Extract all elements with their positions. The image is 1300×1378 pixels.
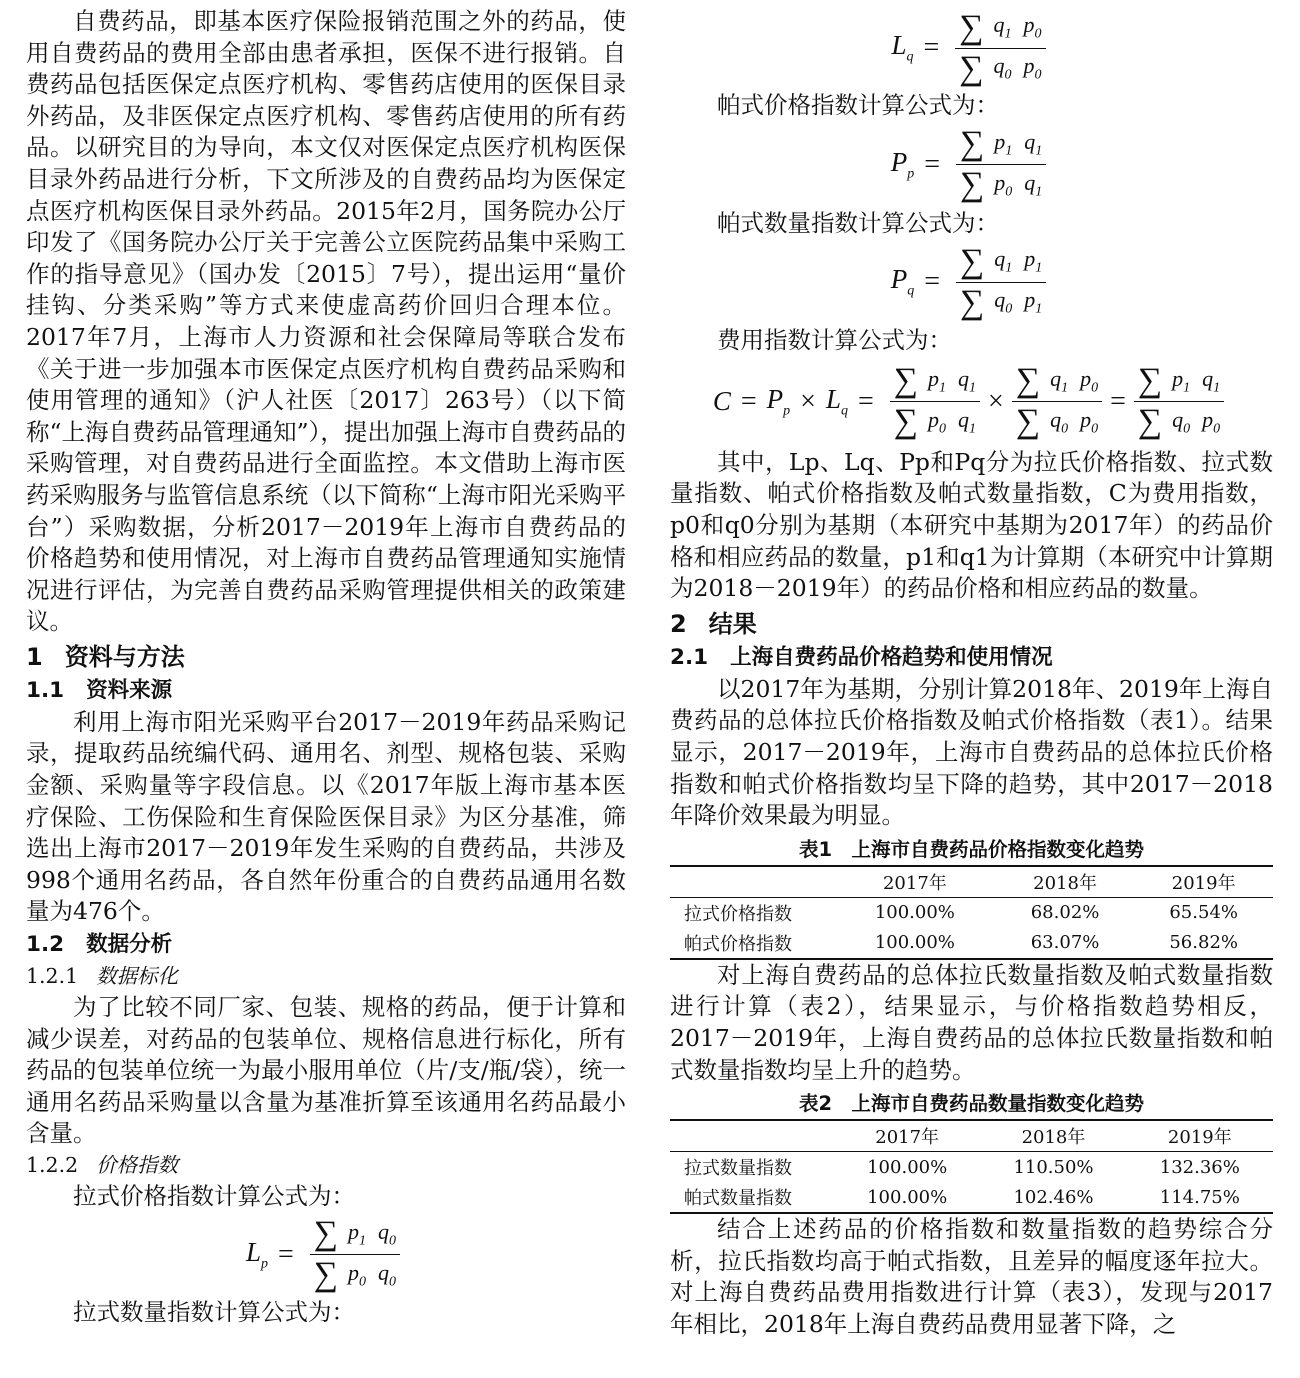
table-cell: 100.00% xyxy=(874,902,955,924)
section-1-2-2-heading xyxy=(26,1150,626,1181)
formula-pp xyxy=(670,122,1273,208)
table-cell: 68.02% xyxy=(1030,902,1100,924)
fraction-denominator: ∑ $q_0$ $p_1$ xyxy=(960,283,1043,321)
table-row xyxy=(670,928,1273,959)
row-label: 拉式价格指数 xyxy=(684,903,792,925)
fraction-denominator: ∑ $p_0$ $q_0$ xyxy=(313,1256,397,1294)
sec121-paragraph: 为了比较不同厂家、包装、规格的药品，便于计算和减少误差，对药品的包装单位、规格信息进行标化，所有药品的包装单位统一为最小服用单位（片/支/瓶/袋），统一通用名药品采购量以含量为基准折算至该通用名药品最小含量。 xyxy=(26,993,626,1148)
formula-fraction xyxy=(310,1214,400,1295)
formula-fraction xyxy=(956,124,1046,205)
table-header-row xyxy=(670,866,1273,898)
times-sign: × xyxy=(800,385,816,417)
table-header-blank xyxy=(670,866,834,898)
formula-lhs: $L_q$ xyxy=(891,30,914,65)
table-header-cell: 2018年 xyxy=(996,866,1135,898)
table-cell: 114.75% xyxy=(1127,1182,1273,1213)
table-header-cell: 2017年 xyxy=(834,1120,980,1152)
equals-sign: = xyxy=(277,1238,294,1270)
section-title: 价格指数 xyxy=(96,1153,179,1177)
row-label: 帕式数量指数 xyxy=(670,1182,834,1213)
fraction-numerator: ∑ $q_1$ $p_1$ xyxy=(960,242,1043,280)
section-number: 2 xyxy=(670,609,687,638)
section-number: 1.2 xyxy=(26,932,65,958)
pq-intro: 帕式数量指数计算公式为： xyxy=(717,208,999,237)
row-label: 帕式价格指数 xyxy=(670,928,834,959)
section-number: 1.2.1 xyxy=(26,964,79,989)
section-title: 数据标化 xyxy=(96,964,179,989)
table-header-cell: 2018年 xyxy=(980,1120,1126,1152)
fraction-denominator: ∑ $q_0$ $p_0$ xyxy=(1015,403,1099,441)
formula-fraction xyxy=(890,361,980,442)
equals-sign: = xyxy=(1110,385,1126,417)
table-row xyxy=(670,897,1273,928)
table-cell: 100.00% xyxy=(834,928,996,959)
formula-lhs: C xyxy=(712,386,731,417)
table-header-cell: 2019年 xyxy=(1134,866,1273,898)
table-header-cell: 2017年 xyxy=(834,866,996,898)
formula-fraction xyxy=(1134,361,1224,442)
section-number: 1 xyxy=(26,642,43,671)
table-2 xyxy=(670,1119,1273,1214)
fraction-denominator: ∑ $q_0$ $p_0$ xyxy=(959,49,1042,87)
sec21-paragraph: 以2017年为基期，分别计算2018年、2019年上海自费药品的总体拉氏价格指数及帕式价格指数（表1）。结果显示，2017－2019年，上海市自费药品的总体拉氏价格指数和帕式价格指数均呈下降的趋势，其中2017－2018年降价效果最为明显。 xyxy=(670,674,1273,830)
equals-sign: = xyxy=(924,266,941,298)
table-cell: 102.46% xyxy=(980,1182,1126,1213)
equals-sign: = xyxy=(924,148,941,180)
table-cell: 100.00% xyxy=(867,1156,948,1178)
end-paragraph: 结合上述药品的价格指数和数量指数的趋势综合分析，拉氏指数均高于帕式指数，且差异的幅度逐年拉大。对上海自费药品费用指数进行计算（表3），发现与2017年相比，2018年上海自费药品费用显著下降，之 xyxy=(670,1215,1273,1338)
formula-lhs: $P_q$ xyxy=(890,264,915,299)
table-cell: 100.00% xyxy=(834,1182,980,1213)
formula-c xyxy=(670,357,1273,447)
table-row xyxy=(670,1182,1273,1213)
formula-lq xyxy=(670,6,1273,90)
table-1 xyxy=(670,865,1273,960)
formula-lp xyxy=(26,1213,626,1297)
fraction-numerator: ∑ $p_1$ $q_1$ xyxy=(893,362,977,400)
table-cell: 63.07% xyxy=(996,928,1135,959)
fraction-numerator: ∑ $q_1$ $p_0$ xyxy=(1015,362,1099,400)
section-number: 1.1 xyxy=(26,677,65,703)
equals-sign: = xyxy=(858,385,874,417)
right-column xyxy=(670,0,1273,1340)
section-1-heading xyxy=(26,640,626,674)
left-column xyxy=(26,0,626,1328)
table-cell: 56.82% xyxy=(1134,928,1273,959)
mid-paragraph: 对上海自费药品的总体拉氏数量指数及帕式数量指数进行计算（表2），结果显示，与价格指数趋势相反，2017－2019年，上海自费药品的总体拉氏数量指数和帕式数量指数均呈上升的趋势。 xyxy=(670,960,1273,1084)
section-title: 资料来源 xyxy=(86,677,173,703)
section-2-1-heading xyxy=(670,641,1273,674)
lp-intro: 拉式价格指数计算公式为： xyxy=(73,1182,355,1210)
formula-term: $L_q$ xyxy=(825,384,848,419)
row-label: 拉式数量指数 xyxy=(684,1158,792,1180)
sec11-paragraph: 利用上海市阳光采购平台2017－2019年药品采购记录，提取药品统编代码、通用名、剂型、规格包装、采购金额、采购量等字段信息。以《2017年版上海市基本医疗保险、工伤保险和生育保险医保目录》为区分基准，筛选出上海市2017－2019年发生采购的自费药品，共涉及998个通用名药品，各自然年份重合的自费药品通用名数量为476个。 xyxy=(26,707,626,926)
formula-pq xyxy=(670,239,1273,325)
equals-sign: = xyxy=(740,385,757,417)
fraction-numerator: ∑ $p_1$ $q_1$ xyxy=(960,125,1043,163)
section-number: 1.2.2 xyxy=(26,1153,79,1177)
section-title: 上海自费药品价格趋势和使用情况 xyxy=(730,644,1053,670)
formula-lhs: $L_p$ xyxy=(245,1236,268,1272)
section-1-2-heading xyxy=(26,928,626,961)
intro-paragraph: 自费药品，即基本医疗保险报销范围之外的药品，使用自费药品的费用全部由患者承担，医保不进行报销。自费药品包括医保定点医疗机构、零售药店使用的医保目录外药品，及非医保定点医疗机构、零售药店使用的所有药品。以研究目的为导向，本文仅对医保定点医疗机构医保目录外药品进行分析，下文所涉及的自费药品均为医保定点医疗机构医保目录外药品。2015年2月，国务院办公厅印发了《国务院办公厅关于完善公立医院药品集中采购工作的指导意见》（国办发〔2015〕7号），提出运用“量价挂钩、分类采购”等方式来使虚高药价回归合理本位。2017年7月，上海市人力资源和社会保障局等联合发布《关于进一步加强本市医保定点医疗机构自费药品采购和使用管理的通知》（沪人社医〔2017〕263号）（以下简称“上海自费药品管理通知”），提出加强上海市自费药品的采购管理，对自费药品进行全面监控。本文借助上海市医药采购服务与监管信息系统（以下简称“上海市阳光采购平台”）采购数据，分析2017－2019年上海市自费药品的价格趋势和使用情况，对上海市自费药品管理通知实施情况进行评估，为完善自费药品采购管理提供相关的政策建议。 xyxy=(26,7,626,636)
formula-fraction xyxy=(1012,361,1102,442)
formula-lhs: $P_p$ xyxy=(890,146,915,182)
section-title: 结果 xyxy=(708,609,757,638)
fraction-denominator: ∑ $p_0$ $q_1$ xyxy=(893,403,977,441)
equals-sign: = xyxy=(923,32,940,63)
section-title: 资料与方法 xyxy=(64,642,185,671)
times-sign: × xyxy=(988,385,1004,417)
table1-title: 表1 上海市自费药品价格指数变化趋势 xyxy=(798,837,1145,861)
table-cell: 110.50% xyxy=(1013,1156,1094,1178)
fraction-numerator: ∑ $p_1$ $q_0$ xyxy=(313,1215,397,1253)
table-cell: 65.54% xyxy=(1169,902,1238,924)
table-row xyxy=(670,1152,1273,1183)
formula-fraction xyxy=(955,8,1045,89)
section-2-heading xyxy=(670,607,1273,641)
table-cell: 132.36% xyxy=(1159,1156,1240,1178)
table2-title: 表2 上海市自费药品数量指数变化趋势 xyxy=(798,1092,1145,1116)
section-1-1-heading xyxy=(26,674,626,707)
fraction-denominator: ∑ $p_0$ $q_1$ xyxy=(960,166,1043,204)
table-header-blank xyxy=(670,1120,834,1152)
section-number: 2.1 xyxy=(670,644,709,670)
explain-paragraph: 其中，Lp、Lq、Pp和Pq分为拉氏价格指数、拉式数量指数、帕式价格指数及帕式数量指数，C为费用指数，p0和q0分别为基期（本研究中基期为2017年）的药品价格和相应药品的数量，p1和q1为计算期（本研究中计算期为2018－2019年）的药品价格和相应药品的数量。 xyxy=(670,447,1273,603)
formula-fraction xyxy=(956,242,1046,323)
fraction-denominator: ∑ $q_0$ $p_0$ xyxy=(1137,403,1221,441)
fraction-numerator: ∑ $p_1$ $q_1$ xyxy=(1137,362,1221,400)
formula-term: $P_p$ xyxy=(766,384,791,419)
section-title: 数据分析 xyxy=(86,932,173,958)
fraction-numerator: ∑ $q_1$ $p_0$ xyxy=(959,8,1042,46)
c-intro: 费用指数计算公式为： xyxy=(717,326,952,355)
pp-intro: 帕式价格指数计算公式为： xyxy=(717,91,999,119)
section-1-2-1-heading xyxy=(26,961,626,992)
table-header-row xyxy=(670,1120,1273,1152)
table-header-cell: 2019年 xyxy=(1127,1120,1273,1152)
lq-intro: 拉式数量指数计算公式为： xyxy=(73,1297,355,1326)
